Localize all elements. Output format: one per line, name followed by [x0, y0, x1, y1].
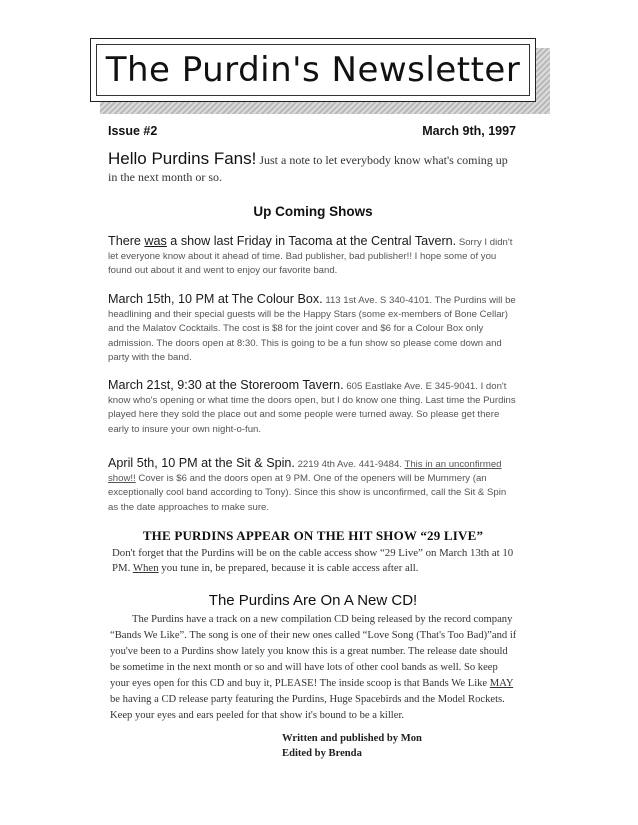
show-body: 605 Eastlake Ave. E 345-9041. I don't know who's opening or what time the doors open, but I do know one thing. Last time the Purdins played here they sold the place out and some people were turned away. So please get there early to insure your own night-o-fun. [108, 381, 516, 435]
issue-number: Issue #2 [108, 124, 158, 138]
masthead [90, 38, 536, 102]
new-cd-heading: The Purdins Are On A New CD! [208, 592, 418, 609]
show-body: 2219 4th Ave. 441-9484. This in an unconfirmed show!! Cover is $6 and the doors open at 9 PM. One of the openers will be Mummery (an exceptionally cool band according to Tony). Since this show is unconfirmed, call the Sit & Spin as the date approaches to make sure. [108, 459, 507, 513]
show-lead: There was a show last Friday in Tacoma at the Central Tavern. [108, 234, 457, 248]
newsletter-title: The Purdin's Newsletter [105, 50, 521, 90]
written-by: Written and published by Mon [282, 733, 422, 744]
show-item-sit-and-spin [108, 456, 518, 515]
unconfirmed-notice: This in an unconfirmed show!! [108, 459, 502, 485]
greeting-lead: Hello Purdins Fans! [108, 149, 257, 168]
show-lead: March 21st, 9:30 at the Storeroom Tavern. [108, 378, 344, 392]
upcoming-shows-heading: Up Coming Shows [253, 204, 373, 219]
show-body: Sorry I didn't let everyone know about it ahead of time. Bad publisher, bad publisher!! I hope some of you found out about it and went to enjoy our favorite band. [108, 237, 513, 277]
new-cd-body: The Purdins have a track on a new compilation CD being released by the record company “Bands We Like”. The song is one of their new ones called “Love Song (That's Too Bad)”and if you've been to a Purdins show lately you know this is a great number. The release date should be sometime in the next month or so and will have lots of other cool bands as well. So keep your eyes open for this CD and buy it, PLEASE! The inside scoop is that Bands We Like MAY be having a CD release party featuring the Purdins, Huge Spacebirds and the Model Rockets. Keep your eyes and ears peeled for that show it's bound to be a killer. [110, 614, 517, 721]
show-item-storeroom-tavern [108, 378, 518, 437]
greeting-text: Just a note to let everybody know what's coming up in the next month or so. [108, 153, 508, 184]
show-item-colour-box [108, 292, 518, 365]
issue-date: March 9th, 1997 [422, 124, 516, 138]
show-lead: March 15th, 10 PM at The Colour Box. [108, 292, 323, 306]
hit-show-body: Don't forget that the Purdins will be on the cable access show “29 Live” on March 13th at 10 PM. When you tune in, be prepared, because it is cable access after all. [112, 547, 514, 574]
masthead-frame [90, 38, 536, 102]
greeting [108, 150, 518, 186]
show-lead: April 5th, 10 PM at the Sit & Spin. [108, 456, 295, 470]
credits [282, 731, 422, 761]
hit-show-heading: THE PURDINS APPEAR ON THE HIT SHOW “29 LIVE” [142, 528, 484, 543]
show-item-central-tavern [108, 234, 518, 279]
issue-row [108, 124, 516, 138]
masthead-inner-frame [96, 44, 530, 96]
show-body: 113 1st Ave. S 340-4101. The Purdins will be headlining and their special guests will be the Happy Stars (some ex-members of Bone Cellar) and the Malatov Cocktails. The cost is $8 for the joint cover and $6 for a Colour Box only admission. The doors open at 8:30. This is going to be a fun show so please come down and party with the band. [108, 295, 516, 363]
edited-by: Edited by Brenda [282, 748, 362, 759]
